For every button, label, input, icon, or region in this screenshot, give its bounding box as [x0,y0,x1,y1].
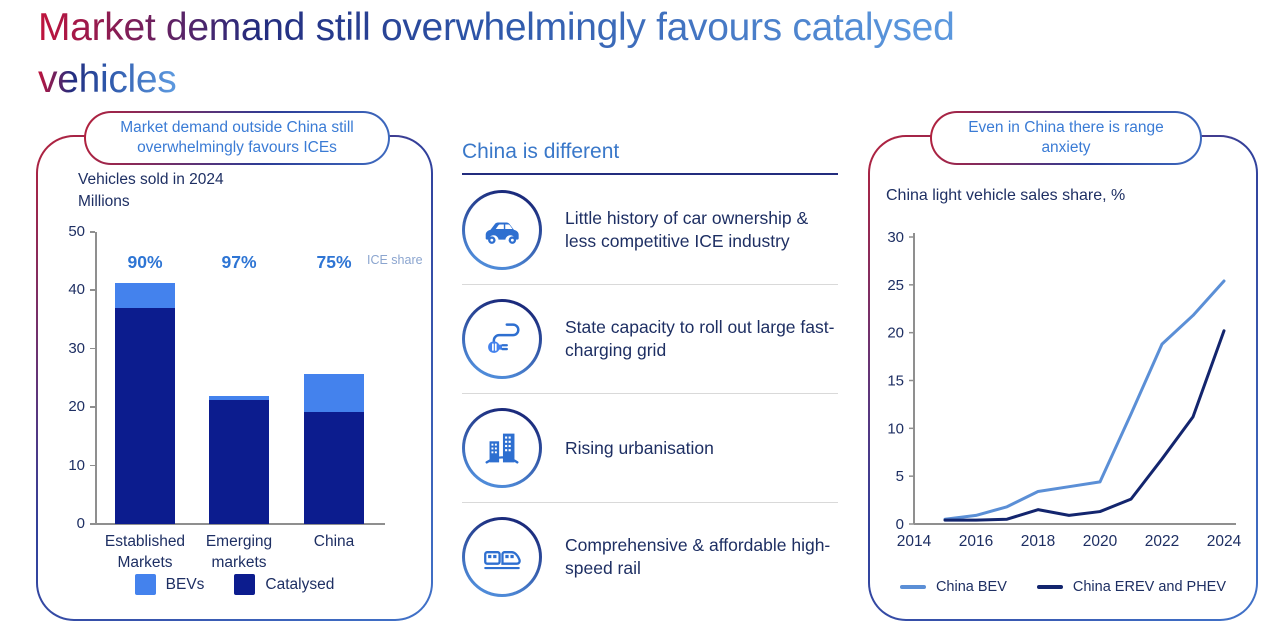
y-tick-label: 20 [68,398,85,416]
reason-row-car-ownership [462,175,838,284]
x-tick-label: 2018 [1020,533,1056,550]
range-anxiety-panel [868,135,1258,621]
title-line1: Market demand still overwhelmingly favours catalysed [38,6,955,49]
high-speed-train-icon [462,517,542,597]
y-tick-label: 10 [68,456,85,474]
legend-label: BEVs [165,575,205,593]
legend-item-catalysed [234,574,334,595]
right-callout-text: Even in China there is range anxiety [932,113,1200,163]
y-tick-label: 40 [68,281,85,299]
x-tick-label: 2024 [1206,533,1242,550]
bar-catalysed-0 [115,308,175,524]
bar-catalysed-2 [304,412,364,524]
bar-chart-unit-label: Millions [78,193,130,210]
ice-share-percent: 75% [316,252,352,272]
range-anxiety-panel-body [870,137,1256,619]
legend-item-bevs [135,574,205,595]
left-callout-text: Market demand outside China still overwhelmingly favours ICEs [86,113,388,163]
title-line2: vehicles [38,58,177,101]
reason-text: Comprehensive & affordable high-speed rail [565,535,831,578]
y-tick-mark [90,231,95,233]
line-chart-title: China light vehicle sales share, % [886,187,1126,204]
bar-bev-0 [115,283,175,308]
ice-demand-panel [36,135,433,621]
section-heading: China is different [462,140,620,163]
legend-item-china-bev [900,579,1007,595]
y-tick-mark [90,523,95,525]
bar-bev-2 [304,374,364,412]
charging-plug-icon [462,299,542,379]
legend-label: China BEV [935,579,1007,595]
legend-swatch [1037,585,1063,589]
right-callout-pill [930,111,1202,165]
y-tick-mark [90,348,95,350]
x-tick-label: 2016 [958,533,994,550]
buildings-icon [462,408,542,488]
bar-chart-y-axis [95,232,97,524]
reason-text: Rising urbanisation [565,437,714,458]
y-tick-label: 50 [68,223,85,240]
car-icon [462,190,542,270]
page-title [38,2,954,106]
bar-chart-title [78,169,224,213]
reason-row-high-speed-rail [462,502,838,611]
y-tick-mark [90,406,95,408]
series-line-china-bev [945,281,1224,519]
reason-text: Little history of car ownership & less competitive ICE industry [565,207,809,251]
x-tick-label: 2022 [1144,533,1180,550]
x-category-label: Established Markets [104,533,186,571]
y-tick-label: 20 [887,324,904,342]
y-tick-label: 15 [887,372,904,390]
legend-swatch [234,574,255,595]
vehicles-sold-bar-chart [68,223,423,571]
legend-item-china-erev-and-phev [1037,579,1226,595]
x-category-label: Emerging markets [205,533,273,571]
ice-demand-panel-body [38,137,431,619]
line-chart-legend [870,579,1256,595]
bar-catalysed-1 [209,400,269,524]
legend-label: China EREV and PHEV [1072,579,1227,595]
y-tick-label: 5 [895,468,904,486]
x-tick-label: 2020 [1082,533,1118,550]
china-is-different-section [462,140,838,611]
china-sales-share-line-chart [878,229,1246,564]
ice-share-percent: 97% [221,252,257,272]
y-tick-mark [90,289,95,291]
y-tick-label: 30 [887,229,904,246]
series-line-china-erev-phev [945,331,1224,520]
y-tick-mark [90,465,95,467]
y-tick-label: 0 [76,515,85,532]
left-callout-pill [84,111,390,165]
x-category-label: China [313,533,355,550]
y-tick-label: 10 [887,420,904,438]
legend-swatch [900,585,926,589]
legend-label: Catalysed [265,575,335,593]
bar-bev-1 [209,396,269,401]
bar-chart-title-line1: Vehicles sold in 2024 [78,171,224,188]
x-tick-label: 2014 [896,533,932,550]
ice-share-annotation-label: ICE share [367,253,423,267]
y-tick-label: 25 [887,276,904,294]
reason-text: State capacity to roll out large fast-charging grid [565,317,835,360]
legend-swatch [135,574,156,595]
reason-row-urbanisation [462,393,838,502]
ice-share-percent: 90% [127,252,163,272]
bar-chart-legend [38,574,431,595]
y-tick-label: 0 [895,516,904,533]
reason-row-charging-grid [462,284,838,393]
y-tick-label: 30 [68,339,85,357]
